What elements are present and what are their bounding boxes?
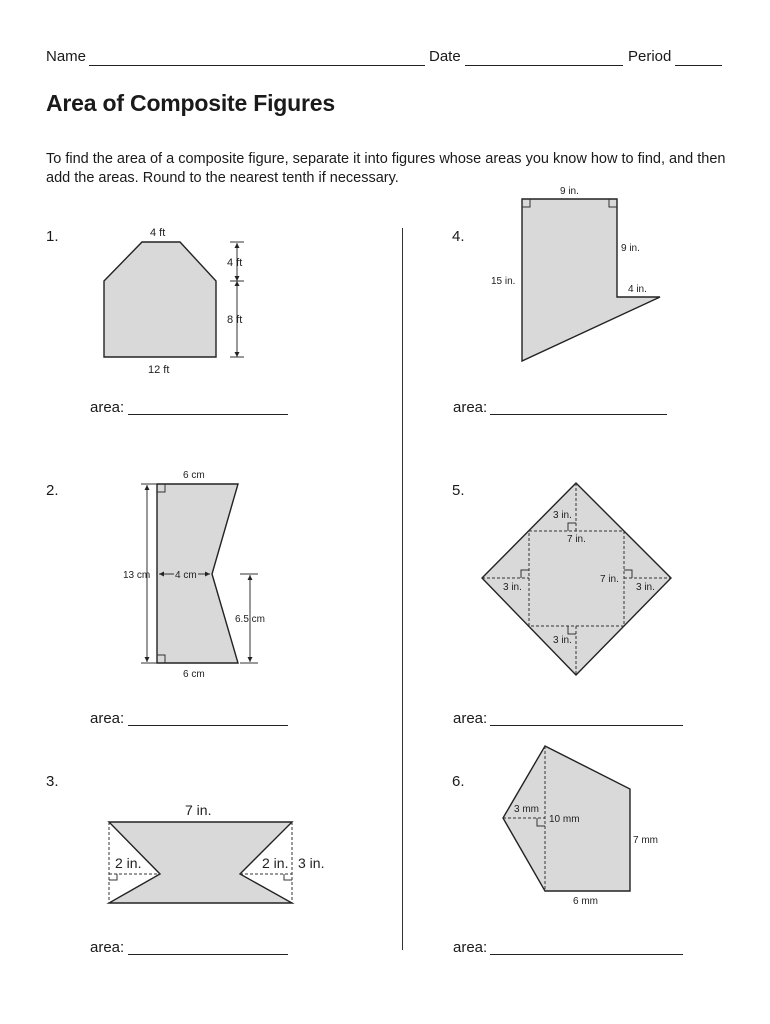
figure-4-right-upper-label: 9 in.: [621, 243, 640, 254]
figure-3-top-label: 7 in.: [185, 802, 212, 818]
figure-1-shape: [104, 242, 216, 357]
figure-5-bottom-tri-label: 3 in.: [553, 635, 572, 646]
figure-4-left-label: 15 in.: [491, 276, 516, 287]
figure-6-left-tri-label: 3 mm: [514, 804, 539, 815]
page-title: Area of Composite Figures: [46, 90, 335, 116]
figure-6: [503, 746, 658, 907]
figure-1-lower-height-label: 8 ft: [227, 314, 243, 326]
problem-2-area-label: area:: [90, 710, 125, 727]
period-label: Period: [628, 48, 672, 65]
figure-2-inner-label: 4 cm: [175, 570, 197, 581]
figure-2-bottom-label: 6 cm: [183, 669, 205, 680]
figure-5-left-tri-label: 3 in.: [503, 582, 522, 593]
figure-2-top-label: 6 cm: [183, 470, 205, 481]
problem-3-number: 3.: [46, 773, 59, 790]
figure-3: [109, 802, 324, 903]
date-label: Date: [429, 48, 461, 65]
problem-1-number: 1.: [46, 228, 59, 245]
figure-5-top-tri-label: 3 in.: [553, 510, 572, 521]
problem-6-area-label: area:: [453, 939, 488, 956]
figure-2: [123, 470, 265, 680]
figure-1: [104, 227, 244, 376]
figure-4-ledge-label: 4 in.: [628, 284, 647, 295]
figure-3-left-notch-label: 2 in.: [115, 855, 142, 871]
problem-4-number: 4.: [452, 228, 465, 245]
figure-4-shape: [522, 199, 660, 361]
figure-5-square-top-label: 7 in.: [567, 534, 586, 545]
figure-1-upper-height-label: 4 ft: [227, 257, 243, 269]
problem-4-area-label: area:: [453, 399, 488, 416]
figure-6-right-label: 7 mm: [633, 835, 658, 846]
problem-3-area-label: area:: [90, 939, 125, 956]
figure-5: [482, 483, 671, 675]
figure-4: [491, 186, 660, 361]
figure-4-top-label: 9 in.: [560, 186, 579, 197]
instructions: To find the area of a composite figure, separate it into figures whose areas you know how to find, and then add the areas. Round to the nearest tenth if necessary.: [46, 151, 726, 186]
problem-1-area-label: area:: [90, 399, 125, 416]
problem-2-number: 2.: [46, 482, 59, 499]
figure-6-height-label: 10 mm: [549, 814, 580, 825]
figure-6-bottom-label: 6 mm: [573, 896, 598, 907]
figure-5-right-tri-label: 3 in.: [636, 582, 655, 593]
figure-3-height-label: 3 in.: [298, 855, 325, 871]
problem-5-number: 5.: [452, 482, 465, 499]
figure-5-square-right-label: 7 in.: [600, 574, 619, 585]
problem-6-number: 6.: [452, 773, 465, 790]
problem-5-area-label: area:: [453, 710, 488, 727]
name-label: Name: [46, 48, 87, 65]
figure-2-half-height-label: 6.5 cm: [235, 614, 266, 625]
figure-1-top-label: 4 ft: [150, 227, 166, 239]
figure-2-height-label: 13 cm: [123, 570, 151, 581]
figure-1-bottom-label: 12 ft: [148, 364, 170, 376]
figure-3-right-notch-label: 2 in.: [262, 855, 289, 871]
